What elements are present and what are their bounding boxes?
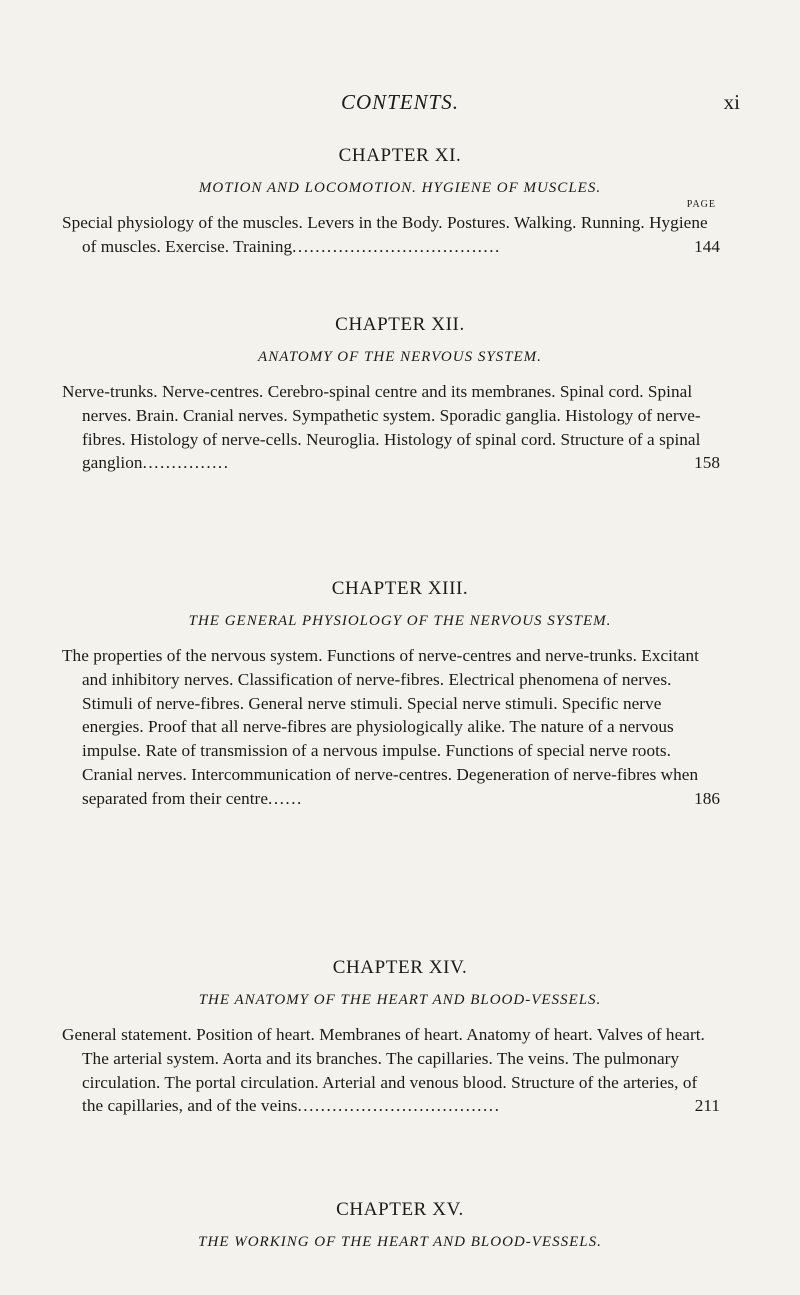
leader-dots: ....................................: [292, 236, 501, 256]
leader-dots: ...................................: [297, 1096, 501, 1116]
toc-entry: [62, 1023, 720, 1118]
chapter-title: THE WORKING OF THE HEART AND BLOOD-VESSELS.: [198, 1234, 602, 1250]
chapter-number: CHAPTER XI.: [338, 145, 462, 166]
synopsis-text: General statement. Position of heart. Membranes of heart. Anatomy of heart. Valves of heart. The arterial system. Aorta and its branches. The capillaries. The veins. The pulmonary circulation. The portal circulation. Arterial and venous blood. Structure of the arteries, of the capillaries, and of the veins: [62, 1025, 705, 1116]
leader-dots: ......: [268, 788, 303, 808]
toc-entry: [62, 644, 720, 811]
synopsis-text: The properties of the nervous system. Functions of nerve-centres and nerve-trunks. Excitant and inhibitory nerves. Classification of nerve-fibres. Electrical phenomena of nerves. Stimuli of nerve-fibres. General nerve stimuli. Special nerve stimuli. Specific nerve energies. Proof that all nerve-fibres are physiologically alike. The nature of a nervous impulse. Rate of transmission of a nervous impulse. Functions of special nerve roots. Cranial nerves. Intercommunication of nerve-centres. Degeneration of nerve-fibres when separated from their centre: [62, 646, 699, 808]
chapter-number: CHAPTER XV.: [336, 1199, 464, 1220]
chapter-block: [0, 1197, 800, 1253]
running-head-title: CONTENTS.: [340, 90, 460, 114]
chapter-block: [0, 312, 800, 475]
page-number: 186: [694, 788, 720, 808]
running-head: [60, 90, 740, 120]
chapter-number: CHAPTER XII.: [335, 314, 465, 335]
chapter-synopsis: [62, 380, 720, 475]
chapter-title: MOTION AND LOCOMOTION. HYGIENE OF MUSCLES.: [198, 180, 602, 196]
synopsis-text: Nerve-trunks. Nerve-centres. Cerebro-spinal centre and its membranes. Spinal cord. Spinal nerves. Brain. Cranial nerves. Sympathetic system. Sporadic ganglia. Histology of nerve-fibres. Histology of nerve-cells. Neuroglia. Histology of spinal cord. Structure of a spinal ganglion: [62, 382, 701, 473]
toc-entry: [62, 211, 720, 259]
toc-entry: [62, 380, 720, 475]
chapter-block: [0, 576, 800, 811]
leader-dots: ...............: [142, 453, 230, 473]
chapter-number: CHAPTER XIV.: [332, 957, 468, 978]
chapter-block: [0, 955, 800, 1118]
synopsis-text: Special physiology of the muscles. Levers in the Body. Postures. Walking. Running. Hygiene of muscles. Exercise. Training: [62, 213, 708, 256]
chapter-title: THE GENERAL PHYSIOLOGY OF THE NERVOUS SYSTEM.: [188, 613, 612, 629]
chapter-number: CHAPTER XIII.: [331, 578, 469, 599]
chapter-synopsis: [62, 1023, 720, 1118]
page-number: 211: [694, 1096, 720, 1116]
chapter-synopsis: [62, 644, 720, 811]
chapter-block: [0, 143, 800, 259]
chapter-title: ANATOMY OF THE NERVOUS SYSTEM.: [258, 349, 542, 365]
page-column-label: PAGE: [686, 199, 716, 210]
page-number: 158: [694, 453, 720, 473]
chapter-title: THE ANATOMY OF THE HEART AND BLOOD-VESSELS.: [198, 992, 602, 1008]
chapter-synopsis: [62, 211, 720, 259]
page-number: 144: [694, 236, 720, 256]
page-folio: xi: [723, 90, 740, 114]
